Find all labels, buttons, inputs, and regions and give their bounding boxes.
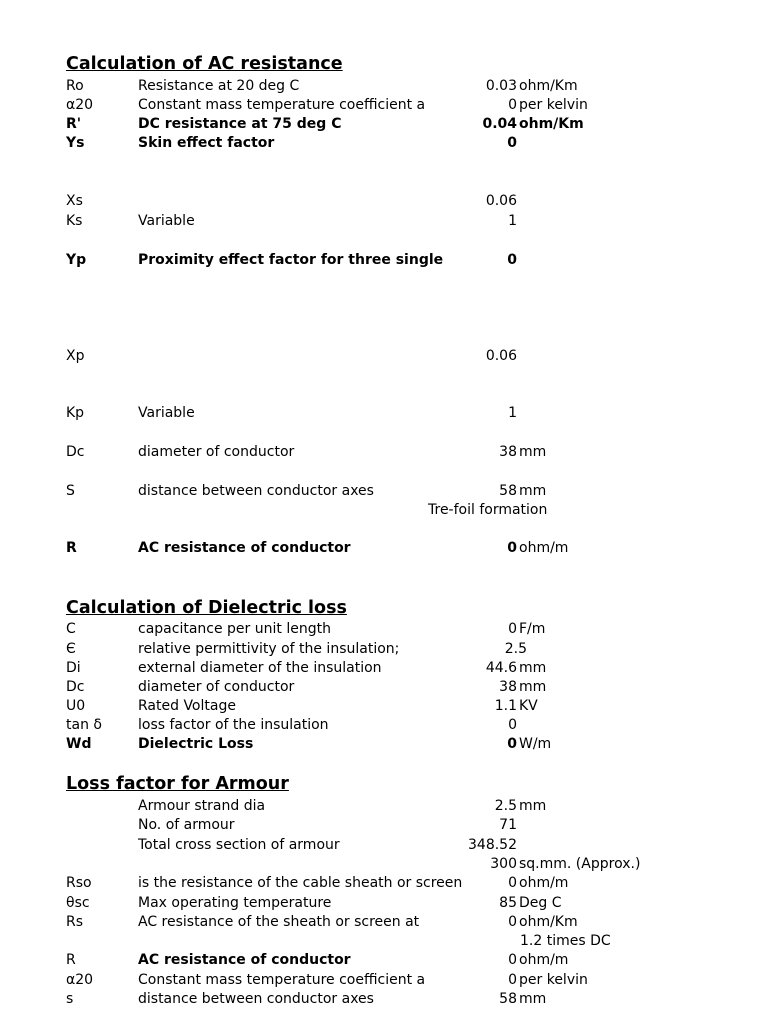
row-symbol: Wd bbox=[66, 736, 92, 752]
row-description: DC resistance at 75 deg C bbox=[138, 116, 342, 132]
row-theta-sc bbox=[0, 894, 768, 913]
row-symbol: Є bbox=[66, 641, 76, 657]
note-trefoil-formation: Tre-foil formation bbox=[428, 502, 548, 518]
row-value: 0.03 bbox=[485, 78, 517, 94]
row-symbol: Yp bbox=[66, 252, 87, 268]
row-value: 58 bbox=[499, 483, 517, 499]
row-value: 44.6 bbox=[485, 660, 517, 676]
row-description: distance between conductor axes bbox=[138, 483, 374, 499]
row-description: AC resistance of conductor bbox=[138, 952, 351, 968]
row-s bbox=[0, 482, 768, 501]
row-unit: per kelvin bbox=[519, 972, 588, 988]
row-symbol: R' bbox=[66, 116, 82, 132]
row-ro bbox=[0, 77, 768, 96]
row-value: 38 bbox=[499, 444, 517, 460]
row-s-2 bbox=[0, 990, 768, 1009]
row-dc-2 bbox=[0, 678, 768, 697]
row-symbol: R bbox=[66, 540, 77, 556]
row-value: 0 bbox=[508, 875, 517, 891]
row-symbol: Xs bbox=[66, 193, 83, 209]
row-wd bbox=[0, 735, 768, 754]
row-epsilon bbox=[0, 640, 768, 659]
row-kp bbox=[0, 404, 768, 423]
row-unit: ohm/m bbox=[519, 875, 569, 891]
row-value: 2.5 bbox=[504, 641, 527, 657]
row-symbol: Di bbox=[66, 660, 81, 676]
row-symbol: Rso bbox=[66, 875, 92, 891]
row-symbol: α20 bbox=[66, 97, 94, 113]
row-dc bbox=[0, 443, 768, 462]
row-description: AC resistance of conductor bbox=[138, 540, 351, 556]
row-unit: mm bbox=[519, 679, 547, 695]
row-r-ac-2 bbox=[0, 951, 768, 970]
row-description: Max operating temperature bbox=[138, 895, 332, 911]
row-alpha20-2 bbox=[0, 971, 768, 990]
row-symbol: s bbox=[66, 991, 74, 1007]
row-value: 0 bbox=[507, 252, 517, 268]
row-value: 71 bbox=[499, 817, 517, 833]
row-unit: Deg C bbox=[519, 895, 562, 911]
row-value: 0.06 bbox=[485, 193, 517, 209]
row-description: capacitance per unit length bbox=[138, 621, 331, 637]
row-value: 1.1 bbox=[494, 698, 517, 714]
row-r-prime bbox=[0, 115, 768, 134]
row-armour-cross-section bbox=[0, 836, 768, 855]
row-symbol: Dc bbox=[66, 679, 85, 695]
row-symbol: θsc bbox=[66, 895, 90, 911]
row-value: 0 bbox=[508, 914, 517, 930]
section-title-ac-resistance: Calculation of AC resistance bbox=[66, 54, 343, 74]
row-description: AC resistance of the sheath or screen at bbox=[138, 914, 420, 930]
row-description: Skin effect factor bbox=[138, 135, 275, 151]
row-unit: mm bbox=[519, 991, 547, 1007]
row-note-trefoil bbox=[0, 501, 768, 520]
row-description: external diameter of the insulation bbox=[138, 660, 382, 676]
row-unit: ohm/m bbox=[519, 952, 569, 968]
row-value: 2.5 bbox=[494, 798, 517, 814]
row-description: Total cross section of armour bbox=[138, 837, 340, 853]
row-description: Proximity effect factor for three single bbox=[138, 252, 444, 268]
row-armour-count bbox=[0, 816, 768, 835]
row-description: Armour strand dia bbox=[138, 798, 266, 814]
row-symbol: R bbox=[66, 952, 76, 968]
row-value: 0.06 bbox=[485, 348, 517, 364]
row-description: is the resistance of the cable sheath or screen bbox=[138, 875, 463, 891]
row-unit: W/m bbox=[519, 736, 552, 752]
row-description: distance between conductor axes bbox=[138, 991, 374, 1007]
row-value: 0 bbox=[508, 972, 517, 988]
row-armour-strand-dia bbox=[0, 797, 768, 816]
row-value: 1 bbox=[508, 213, 517, 229]
row-ys bbox=[0, 134, 768, 153]
row-symbol: Dc bbox=[66, 444, 85, 460]
row-symbol: C bbox=[66, 621, 76, 637]
note-1-2-times-dc: 1.2 times DC bbox=[520, 933, 611, 949]
row-xp bbox=[0, 347, 768, 366]
row-value: 0 bbox=[508, 717, 517, 733]
row-description: Dielectric Loss bbox=[138, 736, 254, 752]
row-description: diameter of conductor bbox=[138, 679, 295, 695]
section-title-dielectric-loss: Calculation of Dielectric loss bbox=[66, 598, 347, 618]
row-r-ac bbox=[0, 539, 768, 558]
row-description: Constant mass temperature coefficient a bbox=[138, 97, 426, 113]
row-description: Rated Voltage bbox=[138, 698, 236, 714]
row-value: 0 bbox=[507, 135, 517, 151]
row-unit: per kelvin bbox=[519, 97, 588, 113]
row-symbol: Ks bbox=[66, 213, 83, 229]
row-symbol: tan δ bbox=[66, 717, 102, 733]
row-description: Resistance at 20 deg C bbox=[138, 78, 300, 94]
row-unit: ohm/m bbox=[519, 540, 569, 556]
row-note-dc-times bbox=[0, 932, 768, 951]
row-symbol: Ys bbox=[66, 135, 85, 151]
row-tan-delta bbox=[0, 716, 768, 735]
row-description: Variable bbox=[138, 405, 195, 421]
row-symbol: Xp bbox=[66, 348, 85, 364]
row-value: 0 bbox=[508, 952, 517, 968]
row-value: 0 bbox=[507, 736, 517, 752]
row-unit: ohm/Km bbox=[519, 914, 578, 930]
row-value: 1 bbox=[508, 405, 517, 421]
row-unit: F/m bbox=[519, 621, 546, 637]
row-armour-approx bbox=[0, 855, 768, 874]
row-unit: KV bbox=[519, 698, 538, 714]
row-description: relative permittivity of the insulation; bbox=[138, 641, 400, 657]
row-description: diameter of conductor bbox=[138, 444, 295, 460]
row-description: No. of armour bbox=[138, 817, 235, 833]
row-value: 0 bbox=[507, 540, 517, 556]
row-value: 38 bbox=[499, 679, 517, 695]
row-alpha20 bbox=[0, 96, 768, 115]
row-unit: mm bbox=[519, 444, 547, 460]
row-unit: ohm/Km bbox=[519, 78, 578, 94]
row-value: 58 bbox=[499, 991, 517, 1007]
row-symbol: S bbox=[66, 483, 75, 499]
row-symbol: Kp bbox=[66, 405, 85, 421]
row-description: Constant mass temperature coefficient a bbox=[138, 972, 426, 988]
row-ks bbox=[0, 212, 768, 231]
row-value: 85 bbox=[499, 895, 517, 911]
row-c bbox=[0, 620, 768, 639]
row-rso bbox=[0, 874, 768, 893]
row-description: loss factor of the insulation bbox=[138, 717, 329, 733]
row-symbol: Ro bbox=[66, 78, 84, 94]
row-xs bbox=[0, 192, 768, 211]
row-value: 0.04 bbox=[482, 116, 517, 132]
row-di bbox=[0, 659, 768, 678]
row-symbol: α20 bbox=[66, 972, 94, 988]
row-symbol: Rs bbox=[66, 914, 84, 930]
row-unit: sq.mm. (Approx.) bbox=[519, 856, 641, 872]
row-value: 0 bbox=[508, 97, 517, 113]
row-value: 300 bbox=[490, 856, 517, 872]
row-unit: mm bbox=[519, 483, 547, 499]
row-unit: mm bbox=[519, 660, 547, 676]
row-value: 0 bbox=[508, 621, 517, 637]
row-value: 348.52 bbox=[468, 837, 517, 853]
row-description: Variable bbox=[138, 213, 195, 229]
section-title-armour-loss: Loss factor for Armour bbox=[66, 774, 289, 794]
row-rs bbox=[0, 913, 768, 932]
row-yp bbox=[0, 251, 768, 270]
row-u0 bbox=[0, 697, 768, 716]
row-symbol: U0 bbox=[66, 698, 86, 714]
row-unit: ohm/Km bbox=[519, 116, 584, 132]
row-unit: mm bbox=[519, 798, 547, 814]
